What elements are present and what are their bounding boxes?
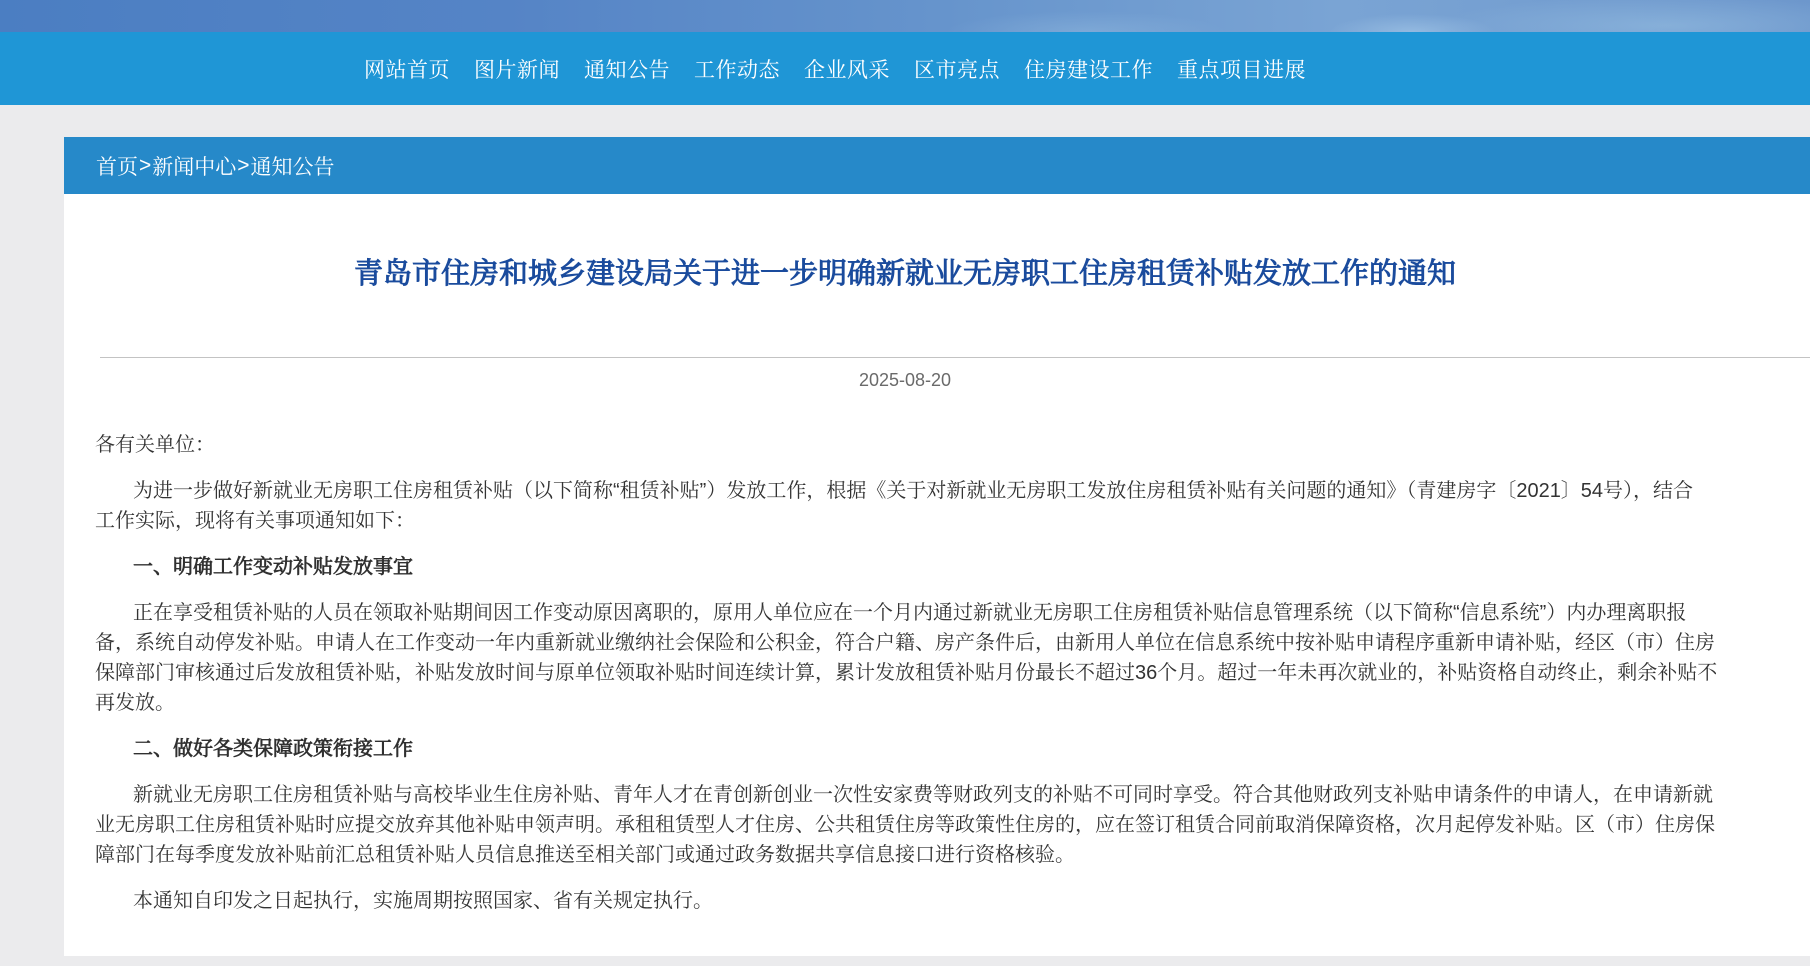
paragraph [95, 886, 1810, 916]
breadcrumb-item-0[interactable]: 首页 [96, 155, 138, 179]
main-nav-bar [0, 32, 1810, 105]
breadcrumb-separator: > [139, 153, 152, 177]
title-divider [100, 357, 1810, 358]
nav-item-4[interactable]: 企业风采 [804, 58, 890, 82]
breadcrumb-item-2[interactable]: 通知公告 [250, 155, 335, 179]
article-body [95, 430, 1810, 916]
paragraph-line: 各有关单位： [95, 434, 215, 456]
nav-item-6[interactable]: 住房建设工作 [1024, 58, 1153, 82]
nav-item-5[interactable]: 区市亮点 [914, 58, 1000, 82]
content-panel [64, 137, 1810, 956]
paragraph-line: 障部门在每季度发放补贴前汇总租赁补贴人员信息推送至相关部门或通过政务数据共享信息接口进行资格核验。 [95, 844, 1075, 866]
paragraph-line: 本通知自印发之日起执行，实施周期按照国家、省有关规定执行。 [133, 890, 713, 912]
paragraph [95, 430, 1810, 460]
paragraph-line: 为进一步做好新就业无房职工住房租赁补贴（以下简称“租赁补贴”）发放工作，根据《关于对新就业无房职工发放住房租赁补贴有关问题的通知》（青建房字〔2021〕54号），结合 [133, 480, 1694, 502]
site-banner-image [0, 0, 1810, 32]
nav-item-0[interactable]: 网站首页 [364, 58, 450, 82]
publish-date: 2025-08-20 [858, 370, 952, 390]
breadcrumb [64, 137, 1810, 194]
main-nav-list [0, 32, 1670, 105]
section-heading-text: 一、明确工作变动补贴发放事宜 [133, 556, 413, 578]
nav-item-7[interactable]: 重点项目进展 [1177, 58, 1306, 82]
nav-item-3[interactable]: 工作动态 [694, 58, 780, 82]
paragraph-line: 工作实际，现将有关事项通知如下： [95, 510, 415, 532]
nav-item-1[interactable]: 图片新闻 [474, 58, 560, 82]
paragraph-line: 备，系统自动停发补贴。申请人在工作变动一年内重新就业缴纳社会保险和公积金，符合户籍、房产条件后，由新用人单位在信息系统中按补贴申请程序重新申请补贴，经区（市）住房 [95, 632, 1715, 654]
paragraph-line: 新就业无房职工住房租赁补贴与高校毕业生住房补贴、青年人才在青创新创业一次性安家费等财政列支的补贴不可同时享受。符合其他财政列支补贴申请条件的申请人，在申请新就 [133, 784, 1713, 806]
paragraph-line: 再发放。 [95, 692, 175, 714]
paragraph-line: 业无房职工住房租赁补贴时应提交放弃其他补贴申领声明。承租租赁型人才住房、公共租赁住房等政策性住房的，应在签订租赁合同前取消保障资格，次月起停发补贴。区（市）住房保 [95, 814, 1715, 836]
page-title: 青岛市住房和城乡建设局关于进一步明确新就业无房职工住房租赁补贴发放工作的通知 [353, 258, 1456, 290]
paragraph [95, 598, 1810, 718]
nav-item-2[interactable]: 通知公告 [584, 58, 670, 82]
section-heading [95, 734, 1810, 764]
title-wrap [95, 256, 1715, 292]
section-heading-text: 二、做好各类保障政策衔接工作 [133, 738, 413, 760]
breadcrumb-item-1[interactable]: 新闻中心 [152, 155, 237, 179]
paragraph [95, 476, 1810, 536]
date-wrap [95, 368, 1715, 392]
article [64, 256, 1810, 956]
paragraph-line: 保障部门审核通过后发放租赁补贴，补贴发放时间与原单位领取补贴时间连续计算，累计发放租赁补贴月份最长不超过36个月。超过一年未再次就业的，补贴资格自动终止，剩余补贴不 [95, 662, 1718, 684]
paragraph-line: 正在享受租赁补贴的人员在领取补贴期间因工作变动原因离职的，原用人单位应在一个月内通过新就业无房职工住房租赁补贴信息管理系统（以下简称“信息系统”）内办理离职报 [133, 602, 1687, 624]
page-background [0, 105, 1810, 956]
breadcrumb-separator: > [237, 153, 250, 177]
section-heading [95, 552, 1810, 582]
paragraph [95, 780, 1810, 870]
